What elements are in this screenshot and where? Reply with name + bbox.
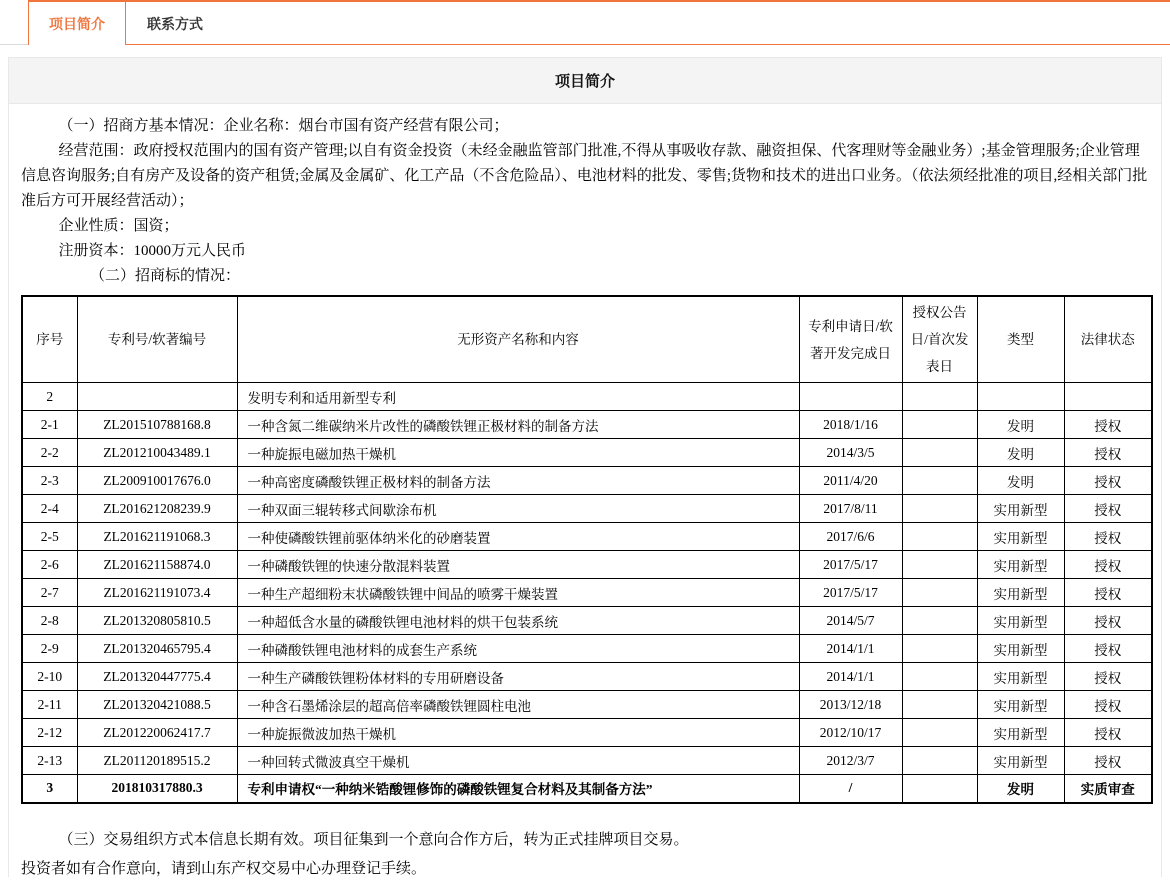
table-row [22, 719, 1152, 747]
cell-apply-date: 2014/3/5 [799, 439, 902, 467]
cell-apply-date: 2013/12/18 [799, 691, 902, 719]
table-row [22, 439, 1152, 467]
cell-publish-date [902, 439, 977, 467]
table-row [22, 579, 1152, 607]
intro-registered-capital: 注册资本：10000万元人民币 [58, 243, 247, 259]
cell-asset-name: 一种生产磷酸铁锂粉体材料的专用研磨设备 [237, 663, 799, 691]
cell-type [977, 383, 1064, 411]
table-row [22, 467, 1152, 495]
trade-organization-note: （三）交易组织方式本信息长期有效。项目征集到一个意向合作方后，转为正式挂牌项目交易。 [58, 831, 689, 848]
col-header-apply-date: 专利申请日/软著开发完成日 [799, 296, 902, 383]
cell-no: 3 [22, 775, 77, 803]
cell-patent-no: ZL201621208239.9 [77, 495, 237, 523]
cell-no: 2-7 [22, 579, 77, 607]
cell-apply-date: 2017/8/11 [799, 495, 902, 523]
cell-no: 2-13 [22, 747, 77, 775]
cell-legal-status: 授权 [1064, 747, 1152, 775]
table-row [22, 635, 1152, 663]
cell-type: 实用新型 [977, 663, 1064, 691]
table-row [22, 747, 1152, 775]
col-header-asset-name: 无形资产名称和内容 [237, 296, 799, 383]
col-header-no: 序号 [22, 296, 77, 383]
cell-asset-name: 一种使磷酸铁锂前驱体纳米化的砂磨装置 [237, 523, 799, 551]
cell-apply-date: 2014/1/1 [799, 663, 902, 691]
cell-publish-date [902, 579, 977, 607]
cell-patent-no: ZL201621191073.4 [77, 579, 237, 607]
cell-no: 2-10 [22, 663, 77, 691]
cell-apply-date: 2011/4/20 [799, 467, 902, 495]
cell-type: 实用新型 [977, 495, 1064, 523]
cell-type: 实用新型 [977, 691, 1064, 719]
col-header-type: 类型 [977, 296, 1064, 383]
intro-basic-info: （一）招商方基本情况：企业名称：烟台市国有资产经营有限公司； [58, 118, 509, 134]
col-header-legal-status: 法律状态 [1064, 296, 1152, 383]
cell-publish-date [902, 607, 977, 635]
cell-asset-name: 一种磷酸铁锂的快速分散混料装置 [237, 551, 799, 579]
cell-apply-date: 2012/10/17 [799, 719, 902, 747]
cell-legal-status: 授权 [1064, 467, 1152, 495]
table-row [22, 663, 1152, 691]
cell-type: 实用新型 [977, 523, 1064, 551]
table-row [22, 411, 1152, 439]
table-row [22, 523, 1152, 551]
section-title: 项目简介 [554, 73, 615, 90]
cell-publish-date [902, 775, 977, 803]
cell-patent-no: ZL201621158874.0 [77, 551, 237, 579]
cell-patent-no [77, 383, 237, 411]
cell-publish-date [902, 747, 977, 775]
table-row [22, 691, 1152, 719]
cell-publish-date [902, 691, 977, 719]
cell-patent-no: ZL201320805810.5 [77, 607, 237, 635]
tab-bar [0, 0, 1170, 45]
cell-type: 实用新型 [977, 635, 1064, 663]
cell-patent-no: ZL201120189515.2 [77, 747, 237, 775]
cell-patent-no: ZL201320447775.4 [77, 663, 237, 691]
main-container [8, 57, 1162, 877]
cell-asset-name: 一种双面三辊转移式间歇涂布机 [237, 495, 799, 523]
cell-apply-date: 2017/5/17 [799, 551, 902, 579]
cell-legal-status: 授权 [1064, 495, 1152, 523]
cell-type: 实用新型 [977, 719, 1064, 747]
cell-patent-no: ZL201220062417.7 [77, 719, 237, 747]
cell-apply-date: 2014/5/7 [799, 607, 902, 635]
table-header-row [22, 296, 1152, 383]
cell-publish-date [902, 719, 977, 747]
tab-contact-info[interactable]: 联系方式 [147, 15, 203, 32]
cell-no: 2-8 [22, 607, 77, 635]
cell-apply-date: 2012/3/7 [799, 747, 902, 775]
cell-publish-date [902, 411, 977, 439]
cell-no: 2-12 [22, 719, 77, 747]
cell-no: 2-4 [22, 495, 77, 523]
cell-legal-status: 授权 [1064, 579, 1152, 607]
cell-patent-no: ZL201210043489.1 [77, 439, 237, 467]
cell-apply-date: / [799, 775, 902, 803]
cell-type: 发明 [977, 467, 1064, 495]
patent-table [21, 295, 1153, 804]
cell-patent-no: ZL201320421088.5 [77, 691, 237, 719]
intro-business-scope: 经营范围：政府授权范围内的国有资产管理;以自有资金投资（未经金融监管部门批准,不得从事吸收存款、融资担保、代客理财等金融业务）;基金管理服务;企业管理信息咨询服务;自有房产及设备的资产租赁;金属及金属矿、化工产品（不含危险品）、电池材料的批发、零售;货物和技术的进出口业务。（依法须经批准的项目,经相关部门批准后方可开展经营活动）； [21, 143, 1148, 209]
trade-notes [9, 804, 1161, 884]
cell-publish-date [902, 551, 977, 579]
table-row [22, 607, 1152, 635]
cell-asset-name: 专利申请权“一种纳米锆酸锂修饰的磷酸铁锂复合材料及其制备方法” [237, 775, 799, 803]
cell-apply-date: 2014/1/1 [799, 635, 902, 663]
cell-legal-status: 授权 [1064, 551, 1152, 579]
cell-legal-status: 实质审查 [1064, 775, 1152, 803]
cell-type: 实用新型 [977, 747, 1064, 775]
cell-legal-status [1064, 383, 1152, 411]
cell-apply-date [799, 383, 902, 411]
cell-type: 发明 [977, 439, 1064, 467]
cell-type: 实用新型 [977, 607, 1064, 635]
cell-no: 2 [22, 383, 77, 411]
col-header-patent-no: 专利号/软著编号 [77, 296, 237, 383]
cell-type: 发明 [977, 411, 1064, 439]
table-row [22, 383, 1152, 411]
investor-contact-note: 投资者如有合作意向，请到山东产权交易中心办理登记手续。 [21, 860, 427, 877]
company-intro [9, 104, 1161, 289]
table-row [22, 775, 1152, 803]
tabbar-bottom-accent-line [126, 44, 1170, 45]
col-header-publish-date: 授权公告日/首次发表日 [902, 296, 977, 383]
section-header [9, 58, 1161, 104]
cell-asset-name: 一种超低含水量的磷酸铁锂电池材料的烘干包装系统 [237, 607, 799, 635]
cell-no: 2-1 [22, 411, 77, 439]
intro-target-heading: （二）招商标的情况： [90, 268, 241, 284]
cell-asset-name: 一种含石墨烯涂层的超高倍率磷酸铁锂圆柱电池 [237, 691, 799, 719]
cell-no: 2-9 [22, 635, 77, 663]
tabbar-bottom-gray-line [0, 44, 29, 45]
cell-publish-date [902, 663, 977, 691]
cell-publish-date [902, 523, 977, 551]
cell-no: 2-5 [22, 523, 77, 551]
cell-asset-name: 一种磷酸铁锂电池材料的成套生产系统 [237, 635, 799, 663]
cell-patent-no: 201810317880.3 [77, 775, 237, 803]
cell-no: 2-6 [22, 551, 77, 579]
cell-patent-no: ZL201320465795.4 [77, 635, 237, 663]
cell-asset-name: 发明专利和适用新型专利 [237, 383, 799, 411]
cell-asset-name: 一种旋振电磁加热干燥机 [237, 439, 799, 467]
cell-type: 实用新型 [977, 579, 1064, 607]
cell-legal-status: 授权 [1064, 663, 1152, 691]
cell-type: 发明 [977, 775, 1064, 803]
intro-company-nature: 企业性质：国资； [58, 218, 179, 234]
cell-no: 2-11 [22, 691, 77, 719]
cell-patent-no: ZL200910017676.0 [77, 467, 237, 495]
cell-publish-date [902, 635, 977, 663]
cell-asset-name: 一种生产超细粉末状磷酸铁锂中间品的喷雾干燥装置 [237, 579, 799, 607]
cell-asset-name: 一种回转式微波真空干燥机 [237, 747, 799, 775]
cell-legal-status: 授权 [1064, 719, 1152, 747]
cell-patent-no: ZL201621191068.3 [77, 523, 237, 551]
cell-legal-status: 授权 [1064, 635, 1152, 663]
patent-table-body [22, 383, 1152, 803]
tab-project-intro[interactable]: 项目简介 [28, 0, 126, 45]
cell-no: 2-3 [22, 467, 77, 495]
cell-apply-date: 2018/1/16 [799, 411, 902, 439]
cell-legal-status: 授权 [1064, 607, 1152, 635]
cell-asset-name: 一种高密度磷酸铁锂正极材料的制备方法 [237, 467, 799, 495]
cell-legal-status: 授权 [1064, 691, 1152, 719]
cell-publish-date [902, 495, 977, 523]
cell-no: 2-2 [22, 439, 77, 467]
cell-publish-date [902, 467, 977, 495]
cell-apply-date: 2017/5/17 [799, 579, 902, 607]
cell-legal-status: 授权 [1064, 439, 1152, 467]
cell-asset-name: 一种旋振微波加热干燥机 [237, 719, 799, 747]
cell-patent-no: ZL201510788168.8 [77, 411, 237, 439]
cell-apply-date: 2017/6/6 [799, 523, 902, 551]
cell-legal-status: 授权 [1064, 523, 1152, 551]
cell-legal-status: 授权 [1064, 411, 1152, 439]
table-row [22, 551, 1152, 579]
table-row [22, 495, 1152, 523]
cell-type: 实用新型 [977, 551, 1064, 579]
cell-publish-date [902, 383, 977, 411]
cell-asset-name: 一种含氮二维碳纳米片改性的磷酸铁锂正极材料的制备方法 [237, 411, 799, 439]
